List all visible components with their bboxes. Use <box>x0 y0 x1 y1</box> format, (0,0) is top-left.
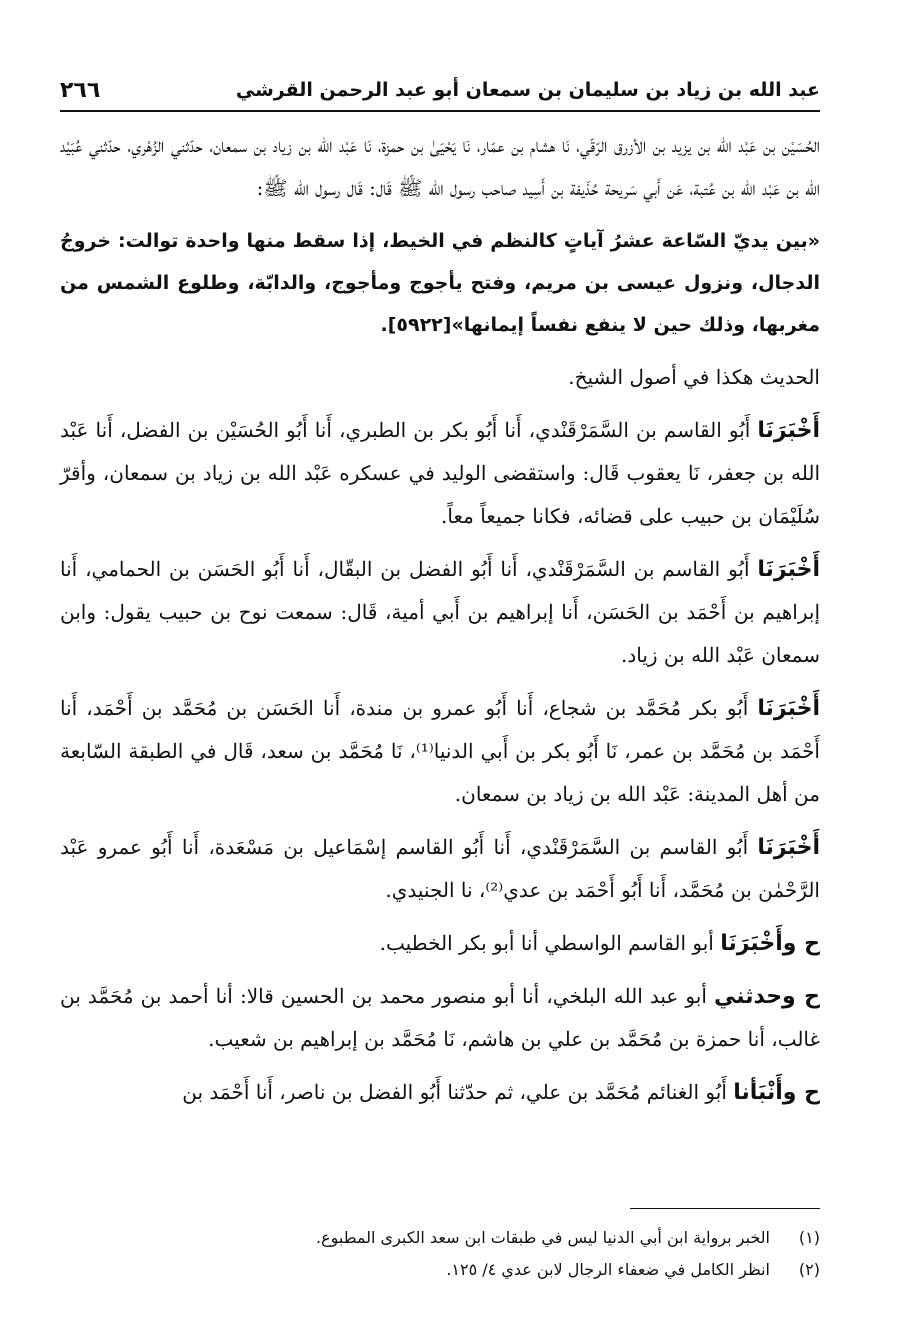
footnote-number: (١) <box>798 1228 820 1247</box>
running-title: عبد الله بن زياد بن سليمان بن سمعان أبو عبد الرحمن القرشي <box>235 79 820 101</box>
footnote-text: انظر الكامل في ضعفاء الرجال لابن عدي ٤/ ١٢٥. <box>446 1260 770 1279</box>
footnote-1 <box>60 1222 820 1254</box>
paragraph-text: «بين يديّ السّاعة عشرُ آياتٍ كالنظم في الخيط، إذا سقط منها واحدة توالت: خروجُ الدجال، ونزول عيسى بن مريم، وفتح يأجوج ومأجوج، والدابّة، وطلوع الشمس من مغربها، وذلك حين لا ينفع نفساً إيمانها»[٥٩٢٢]. <box>60 230 820 336</box>
page-number: ٢٦٦ <box>60 77 101 103</box>
paragraph-ha-3 <box>60 1071 820 1114</box>
paragraph-akhbarana-2 <box>60 548 820 677</box>
paragraph-text: الحُسَيْن بن عَبْد الله بن يزيد بن الأزرق الرّقّي، نَا هشام بن عمّار، نَا يَحْيَىٰ بن حمزة، نَا عَبْد الله بن زياد بن سمعان، حدّثني الزُهْري، حدّثني عُبَيْد الله بن عَبْد الله بن عُتبة، عَن أَبي سَريحة حُذَيفة بن أَسِيد صاحب رسول الله ﷺ قَال: قَال رسول الله ﷺ: <box>60 133 820 200</box>
footnote-2 <box>60 1254 820 1286</box>
paragraph-text: أبو القاسم الواسطي أنا أبو بكر الخطيب. <box>379 931 721 955</box>
paragraph-akhbarana-1 <box>60 409 820 538</box>
page-header <box>60 70 820 110</box>
footnote-number: (٢) <box>798 1260 820 1279</box>
footnotes <box>60 1222 820 1286</box>
header-rule <box>60 110 820 112</box>
paragraph-ha-2 <box>60 975 820 1061</box>
page-body <box>60 124 820 1124</box>
paragraph-lead: أَخْبَرَنَا <box>757 418 820 443</box>
paragraph-text: أَبُو بكر مُحَمَّد بن شجاع، أَنا أَبُو عمرو بن مندة، أَنا الحَسَن بن مُحَمَّد بن أَحْمَد، أَنا أَحْمَد بن مُحَمَّد بن عمر، نَا أَبُو بكر بن أَبي الدنيا⁽¹⁾، نَا مُحَمَّد بن سعد، قَال في الطبقة السّابعة من أهل المدينة: عَبْد الله بن زياد بن سمعان. <box>60 696 820 806</box>
paragraph-note <box>60 356 820 399</box>
paragraph-text: أَبُو القاسم بن السَّمَرْقَنْدي، أَنا أَبُو بكر بن الطبري، أَنا أَبُو الحُسَيْن بن الفضل، أَنا عَبْد الله بن جعفر، نَا يعقوب قَال: واستقضى الوليد في عسكره عَبْد الله بن زياد بن سمعان، وأقرّ سُلَيْمَان بن حبيب على قضائه، فكانا جميعاً معاً. <box>60 418 820 528</box>
paragraph-lead: ح وحدثني <box>713 984 820 1009</box>
footnote-text: الخبر برواية ابن أبي الدنيا ليس في طبقات ابن سعد الكبرى المطبوع. <box>316 1228 770 1247</box>
paragraph-lead: أَخْبَرَنَا <box>757 696 820 721</box>
paragraph-text: الحديث هكذا في أصول الشيخ. <box>568 365 820 389</box>
footnote-rule <box>630 1208 820 1209</box>
paragraph-lead: ح وأَنْبَأنا <box>733 1080 820 1105</box>
book-page <box>60 58 820 1308</box>
hadith-quote <box>60 220 820 346</box>
paragraph-text: أبو عبد الله البلخي، أنا أبو منصور محمد بن الحسين قالا: أنا أحمد بن مُحَمَّد بن غالب، أنا حمزة بن مُحَمَّد بن علي بن هاشم، نَا مُحَمَّد بن إبراهيم بن شعيب. <box>60 984 820 1051</box>
paragraph-text: أَبُو القاسم بن السَّمَرْقَنْدي، أَنا أَبُو الفضل بن البقّال، أَنا أَبُو الحَسَن بن الحمامي، أَنا إبراهيم بن أَحْمَد بن الحَسَن، أَنا إبراهيم بن أَبي أمية، قَال: سمعت نوح بن حبيب يقول: وابن سمعان عَبْد الله بن زياد. <box>60 557 820 667</box>
paragraph-lead: ح وأَخْبَرَنَا <box>720 931 820 956</box>
paragraph-ha-1 <box>60 922 820 965</box>
paragraph-lead: أَخْبَرَنَا <box>757 557 820 582</box>
paragraph-akhbarana-4 <box>60 826 820 912</box>
paragraph-text: أَبُو القاسم بن السَّمَرْقَنْدي، أَنا أَبُو القاسم إسْمَاعيل بن مَسْعَدة، أَنا أَبُو عمرو عَبْد الرَّحْمٰن بن مُحَمَّد، أَنا أَبُو أَحْمَد بن عدي⁽²⁾، نا الجنيدي. <box>60 835 820 902</box>
paragraph-text: أَبُو الغنائم مُحَمَّد بن علي، ثم حدّثنا أَبُو الفضل بن ناصر، أَنا أَحْمَد بن <box>182 1080 734 1104</box>
paragraph-lead: أَخْبَرَنَا <box>757 835 820 860</box>
paragraph-akhbarana-3 <box>60 687 820 816</box>
paragraph-isnad-1 <box>60 124 820 210</box>
